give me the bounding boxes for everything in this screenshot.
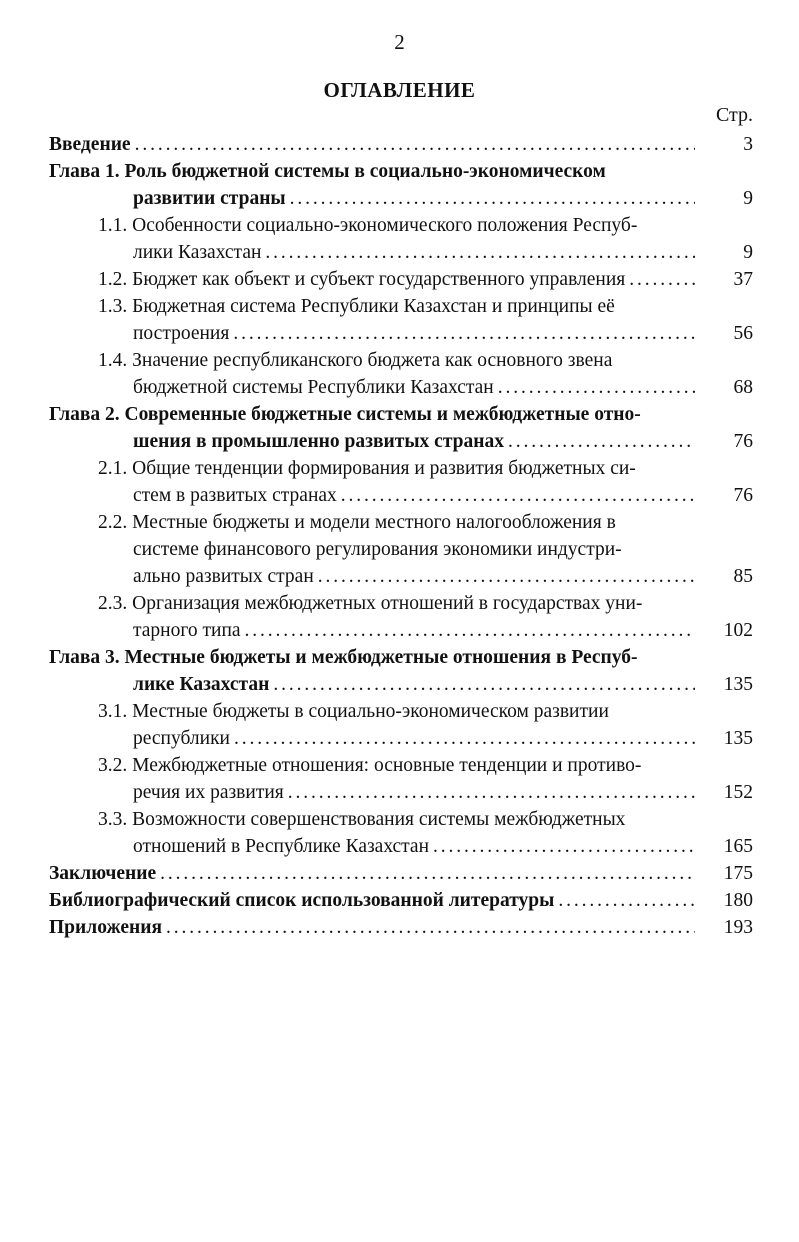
toc-entry-title: 2.3. Организация межбюджетных отношений в государствах уни- — [98, 593, 643, 614]
toc-entry-title-continuation: шения в промышленно развитых странах — [133, 431, 504, 452]
leader-dots — [341, 482, 695, 509]
toc-entry-title: Библиографический список использованной литературы — [49, 890, 555, 911]
leader-dots — [318, 563, 695, 590]
toc-entry-section-2-3[interactable] — [49, 590, 753, 644]
leader-dots — [290, 185, 695, 212]
toc-entry-section-3-2[interactable] — [49, 752, 753, 806]
leader-dots — [135, 131, 695, 158]
leader-dots — [288, 779, 695, 806]
toc-entry-title: Приложения — [49, 917, 163, 938]
toc-entry-title: 1.4. Значение республиканского бюджета как основного звена — [98, 350, 613, 371]
toc-entry-title-continuation: развитии страны — [133, 188, 286, 209]
toc-entry-page: 85 — [733, 566, 753, 587]
leader-dots — [233, 320, 695, 347]
toc-entry-chapter-3[interactable] — [49, 644, 753, 698]
toc-entry-conclusion[interactable] — [49, 860, 753, 887]
toc-entry-introduction[interactable] — [49, 131, 753, 158]
leader-dots — [498, 374, 695, 401]
toc-entry-title: Глава 1. Роль бюджетной системы в социально-экономическом — [49, 161, 606, 182]
toc-entry-chapter-2[interactable] — [49, 401, 753, 455]
toc-entry-title-continuation: построения — [133, 323, 230, 344]
page-column-label: Стр. — [715, 104, 753, 126]
toc-entry-page: 76 — [733, 485, 753, 506]
leader-dots — [433, 833, 695, 860]
toc-entry-page: 135 — [723, 674, 753, 695]
leader-dots — [273, 671, 695, 698]
toc-entry-title-continuation: отношений в Республике Казахстан — [133, 836, 430, 857]
page-title: ОГЛАВЛЕНИЕ — [323, 78, 476, 102]
leader-dots — [160, 860, 695, 887]
toc-entry-title: 1.2. Бюджет как объект и субъект государственного управления — [98, 269, 626, 290]
toc-entry-page: 135 — [723, 728, 753, 749]
toc-entry-section-3-3[interactable] — [49, 806, 753, 860]
toc-entry-page: 9 — [743, 242, 753, 263]
toc-entry-title: 1.1. Особенности социально-экономического положения Респуб- — [98, 215, 638, 236]
toc-entry-section-1-4[interactable] — [49, 347, 753, 401]
toc-entry-title: 3.2. Межбюджетные отношения: основные тенденции и противо- — [98, 755, 642, 776]
toc-entry-title: 2.2. Местные бюджеты и модели местного налогообложения в — [98, 512, 616, 533]
toc-entry-section-1-2[interactable] — [49, 266, 753, 293]
toc-entry-page: 175 — [723, 863, 753, 884]
toc-entry-page: 76 — [733, 431, 753, 452]
leader-dots — [508, 428, 695, 455]
toc-entry-page: 56 — [733, 323, 753, 344]
toc-entry-title-continuation: республики — [133, 728, 230, 749]
toc-entry-title: 3.3. Возможности совершенствования системы межбюджетных — [98, 809, 626, 830]
page-number: 2 — [394, 30, 405, 54]
toc-entry-page: 180 — [723, 890, 753, 911]
toc-entry-title: Глава 2. Современные бюджетные системы и межбюджетные отно- — [49, 404, 641, 425]
toc-entry-page: 193 — [723, 917, 753, 938]
toc-entry-bibliography[interactable] — [49, 887, 753, 914]
leader-dots — [265, 239, 695, 266]
toc-entry-title: 2.1. Общие тенденции формирования и развития бюджетных си- — [98, 458, 636, 479]
toc-entry-title-continuation: лике Казахстан — [133, 674, 270, 695]
leader-dots — [166, 914, 695, 941]
leader-dots — [245, 617, 695, 644]
toc-entry-chapter-1[interactable] — [49, 158, 753, 212]
toc-entry-title: Глава 3. Местные бюджеты и межбюджетные отношения в Респуб- — [49, 647, 638, 668]
leader-dots — [629, 266, 695, 293]
toc-entry-title-continuation: ально развитых стран — [133, 566, 314, 587]
toc-entry-page: 37 — [733, 269, 753, 290]
toc-entry-section-1-3[interactable] — [49, 293, 753, 347]
toc-entry-page: 102 — [723, 620, 753, 641]
toc-entry-title-continuation: речия их развития — [133, 782, 284, 803]
toc-entry-page: 152 — [723, 782, 753, 803]
toc-entry-appendices[interactable] — [49, 914, 753, 941]
toc-entry-title-continuation: лики Казахстан — [133, 242, 262, 263]
leader-dots — [234, 725, 695, 752]
toc-entry-section-3-1[interactable] — [49, 698, 753, 752]
toc-entry-page: 165 — [723, 836, 753, 857]
toc-entry-title-continuation: тарного типа — [133, 620, 241, 641]
toc-entry-section-1-1[interactable] — [49, 212, 753, 266]
toc-entry-page: 68 — [733, 377, 753, 398]
toc-entry-title: 3.1. Местные бюджеты в социально-экономическом развитии — [98, 701, 609, 722]
toc-entry-title-continuation: стем в развитых странах — [133, 485, 337, 506]
toc-entry-section-2-2[interactable] — [49, 509, 753, 590]
toc-entry-title: Введение — [49, 134, 131, 155]
toc-entry-title-continuation: системе финансового регулирования экономики индустри- — [133, 539, 622, 560]
toc-entry-page: 3 — [743, 134, 753, 155]
leader-dots — [558, 887, 695, 914]
toc-entry-title: 1.3. Бюджетная система Республики Казахстан и принципы её — [98, 296, 615, 317]
toc-entry-title-continuation: бюджетной системы Республики Казахстан — [133, 377, 494, 398]
toc-entry-section-2-1[interactable] — [49, 455, 753, 509]
toc-entry-page: 9 — [743, 188, 753, 209]
toc-entry-title: Заключение — [49, 863, 157, 884]
table-of-contents — [49, 131, 753, 941]
